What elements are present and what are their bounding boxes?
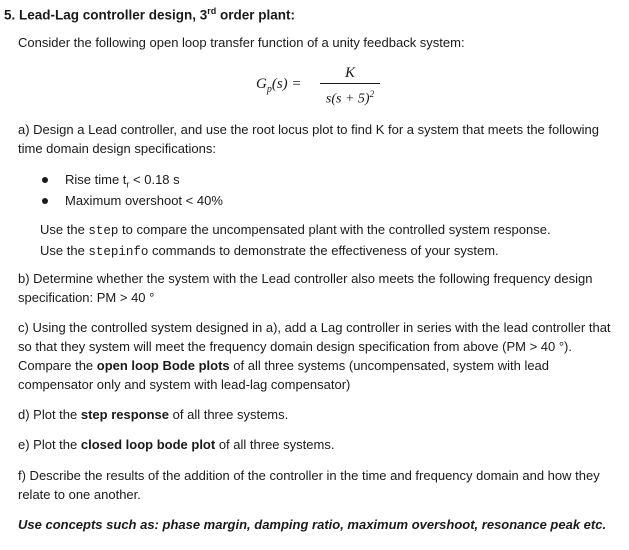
step-line-pre: Use the <box>40 222 89 237</box>
part-e-text <box>18 435 624 454</box>
part-d-post: of all three systems. <box>169 407 289 422</box>
spec-rise-time-value: < 0.18 s <box>129 172 180 187</box>
part-e-pre: e) Plot the <box>18 437 81 452</box>
equation-numerator: K <box>344 65 355 81</box>
heading-ordinal: rd <box>207 6 217 16</box>
step-command: step <box>88 224 119 238</box>
denominator-base: s(s + 5) <box>325 91 370 107</box>
heading-text: 5. Lead-Lag controller design, 3 <box>4 7 208 23</box>
part-c-emphasis: open loop Bode plots <box>96 358 230 373</box>
fraction-bar <box>320 83 380 84</box>
spec-subscript: r <box>126 179 130 190</box>
step-line-post: to compare the uncompensated plant with the controlled system response. <box>118 222 551 237</box>
stepinfo-line <box>40 241 551 262</box>
heading-suffix: order plant: <box>216 7 296 23</box>
step-line <box>40 220 551 241</box>
spec-list <box>40 169 223 211</box>
part-c-post: of all three systems (uncompensated, system with lead compensator only and system with lead-lag compensator) <box>18 358 550 392</box>
equation-subscript: p <box>266 84 272 95</box>
part-d-emphasis: step response <box>80 407 170 422</box>
transfer-function-equation <box>256 64 396 114</box>
list-item <box>40 169 223 190</box>
equation-lhs <box>256 76 302 95</box>
part-f-text: f) Describe the results of the addition of the controller in the time and frequency domain and how they relate to one another. <box>18 468 600 502</box>
part-c-pre: c) Using the controlled system designed in a), add a Lag controller in series with the lead controller that so that they system will meet the frequency domain design specification from above (PM > 40 °). Compare the <box>18 320 611 373</box>
equation-denominator <box>320 85 380 109</box>
part-e-emphasis: closed loop bode plot <box>80 437 216 452</box>
equation-fraction <box>320 64 380 109</box>
step-instructions <box>40 220 551 262</box>
part-b-text: b) Determine whether the system with the Lead controller also meets the following frequency design specification: PM > 40 ° <box>18 271 593 305</box>
spec-rise-time: Rise time t <box>65 172 127 187</box>
equation-lhs-rest: (s) = <box>271 76 302 92</box>
stepinfo-line-post: commands to demonstrate the effectiveness of your system. <box>148 243 499 258</box>
part-d-pre: d) Plot the <box>18 407 81 422</box>
stepinfo-command: stepinfo <box>88 245 149 259</box>
intro-text: Consider the following open loop transfer function of a unity feedback system: <box>18 35 465 50</box>
equation-g: G <box>256 76 267 92</box>
stepinfo-line-pre: Use the <box>40 243 89 258</box>
part-a-text: a) Design a Lead controller, and use the root locus plot to find K for a system that meets the following time domain design specifications: <box>18 122 599 156</box>
part-e-post: of all three systems. <box>215 437 335 452</box>
list-item <box>40 190 223 211</box>
final-note: Use concepts such as: phase margin, damping ratio, maximum overshoot, resonance peak etc. <box>18 517 607 532</box>
part-c-text <box>18 318 624 394</box>
problem-heading <box>4 6 295 23</box>
denominator-power: 2 <box>369 89 375 99</box>
part-d-text <box>18 405 624 424</box>
spec-overshoot: Maximum overshoot < 40% <box>65 193 223 208</box>
